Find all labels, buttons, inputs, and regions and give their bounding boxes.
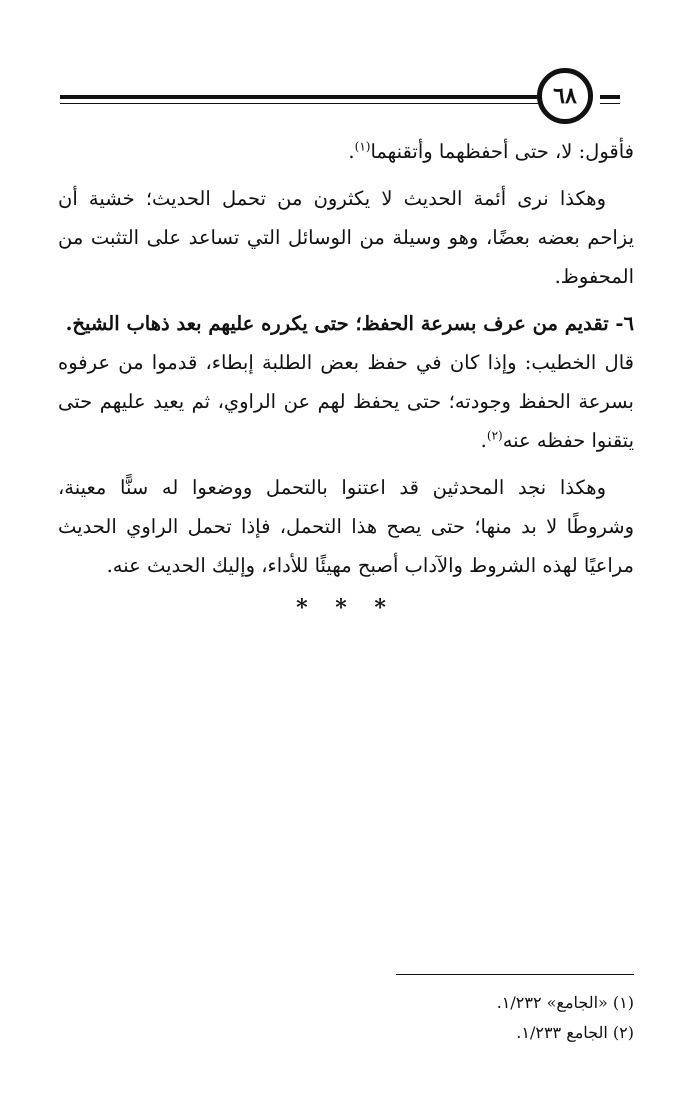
header-rule-thin bbox=[60, 103, 540, 104]
page-number: ٦٨ bbox=[537, 68, 593, 124]
section-separator: * * * bbox=[296, 595, 396, 621]
footnotes bbox=[300, 988, 634, 1048]
paragraph-2: وهكذا نرى أئمة الحديث لا يكثرون من تحمل الحديث؛ خشية أن يزاحم بعضه بعضًا، وهو وسيلة من الوسائل التي تساعد على التثبت من المحفوظ. bbox=[58, 187, 634, 288]
paragraph-1-end: . bbox=[348, 140, 355, 163]
paragraph-1-text: فأقول: لا، حتى أحفظهما وأتقنهما bbox=[370, 140, 634, 163]
header-rule-right bbox=[600, 95, 620, 99]
paragraph-4-text: قال الخطيب: وإذا كان في حفظ بعض الطلبة إبطاء، قدموا من عرفوه بسرعة الحفظ وجودته؛ حتى يحفظ لهم عن الراوي، ثم يعيد عليهم حتى يتقنوا حفظه عنه bbox=[58, 351, 634, 452]
paragraph-4 bbox=[58, 343, 634, 460]
section-heading: ٦- تقديم من عرف بسرعة الحفظ؛ حتى يكرره عليهم بعد ذهاب الشيخ. bbox=[65, 312, 634, 335]
footnote-ref-2[interactable]: (٢) bbox=[486, 428, 503, 443]
footnote-2: (٢) الجامع ١/٢٣٣. bbox=[516, 1023, 634, 1042]
header-rule-right-thin bbox=[600, 103, 620, 104]
page-header bbox=[60, 68, 620, 128]
paragraph-1 bbox=[58, 132, 634, 171]
paragraph-5: وهكذا نجد المحدثين قد اعتنوا بالتحمل ووضعوا له سنًّا معينة، وشروطًا لا بد منها؛ حتى يصح هذا التحمل، فإذا تحمل الراوي الحديث مراعيًا لهذه الشروط والآداب أصبح مهيئًا للأداء، وإليك الحديث عنه. bbox=[58, 476, 634, 577]
header-rule bbox=[60, 95, 540, 99]
paragraph-4-end: . bbox=[480, 429, 487, 452]
footnote-ref-1[interactable]: (١) bbox=[354, 139, 371, 154]
main-text bbox=[58, 132, 634, 628]
footnote-rule bbox=[396, 974, 634, 975]
footnote-1: (١) «الجامع» ١/٢٣٢. bbox=[496, 993, 634, 1012]
